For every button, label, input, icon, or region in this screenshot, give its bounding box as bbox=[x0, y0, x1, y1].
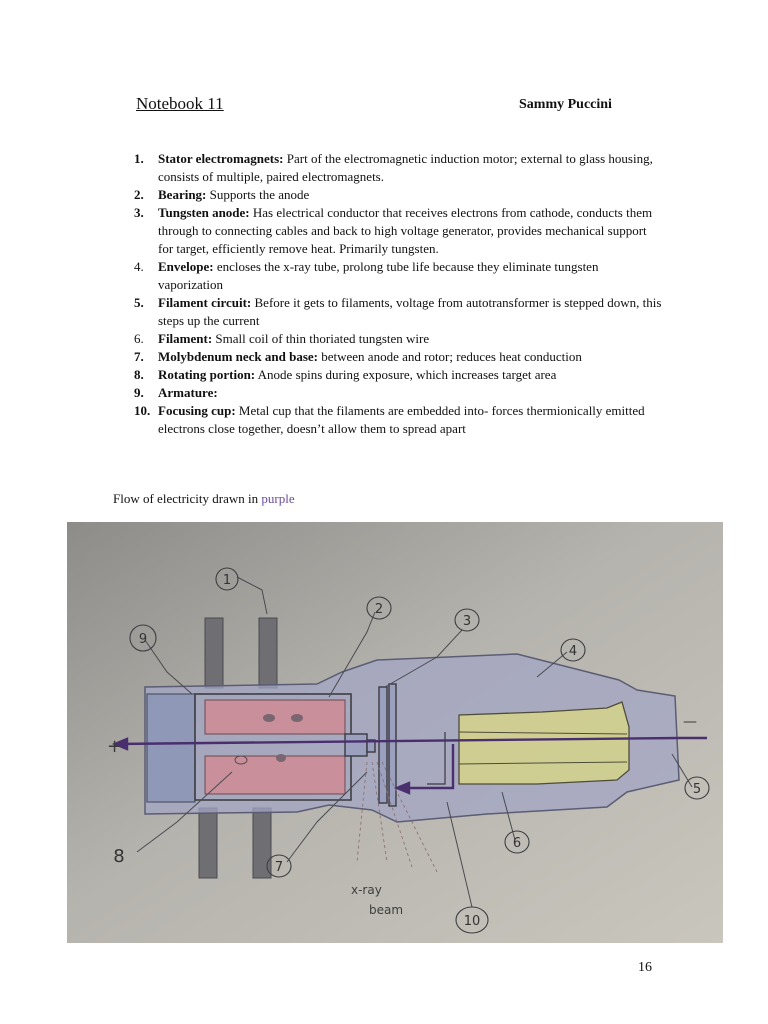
list-item-description: Small coil of thin thoriated tungsten wire bbox=[212, 331, 430, 346]
list-item-term: Focusing cup: bbox=[158, 403, 236, 418]
list-item-number: 4. bbox=[134, 259, 144, 274]
list-item-term: Envelope: bbox=[158, 259, 214, 274]
list-item-number: 7. bbox=[134, 349, 144, 364]
list-item-number: 10. bbox=[134, 403, 151, 418]
diagram-caption bbox=[113, 491, 295, 507]
svg-text:5: 5 bbox=[692, 782, 702, 797]
x-ray-tube-drawing-photo bbox=[67, 522, 723, 943]
list-item bbox=[124, 402, 664, 438]
author-name: Sammy Puccini bbox=[519, 97, 612, 112]
list-item-term: Molybdenum neck and base: bbox=[158, 349, 318, 364]
svg-text:4: 4 bbox=[568, 644, 578, 659]
svg-text:3: 3 bbox=[462, 614, 472, 629]
list-item bbox=[124, 258, 664, 294]
x-ray-tube-drawing bbox=[67, 522, 723, 943]
list-item-term: Armature: bbox=[158, 385, 218, 400]
svg-text:7: 7 bbox=[274, 860, 284, 875]
page-number: 16 bbox=[638, 960, 652, 975]
armature bbox=[147, 694, 195, 802]
list-item-number: 2. bbox=[134, 187, 144, 202]
list-item-description: Has electrical conductor that receives electrons from cathode, conducts them through to connecting cables and back to high voltage generator, provides mechanical support for target, efficiently remove heat. Primarily tungsten. bbox=[158, 205, 653, 256]
x-ray-beam-label-line1: x-ray bbox=[351, 883, 382, 897]
list-item bbox=[124, 330, 664, 348]
anode-plus-sign: + bbox=[107, 736, 123, 757]
list-item-number: 8. bbox=[134, 367, 144, 382]
list-item-description: Supports the anode bbox=[206, 187, 310, 202]
list-item bbox=[124, 186, 664, 204]
svg-text:8: 8 bbox=[113, 846, 125, 867]
svg-text:10: 10 bbox=[463, 914, 481, 929]
list-item bbox=[124, 150, 664, 186]
list-item bbox=[124, 348, 664, 366]
list-item-description: between anode and rotor; reduces heat conduction bbox=[318, 349, 582, 364]
list-item-number: 6. bbox=[134, 331, 144, 346]
svg-text:2: 2 bbox=[374, 602, 384, 617]
x-ray-beam-label-line2: beam bbox=[369, 903, 404, 917]
cathode-minus-sign: — bbox=[683, 714, 697, 730]
list-item-term: Filament: bbox=[158, 331, 213, 346]
svg-text:6: 6 bbox=[512, 836, 522, 851]
caption-accent-word: purple bbox=[261, 491, 295, 506]
list-item-number: 9. bbox=[134, 385, 144, 400]
list-item-description: encloses the x-ray tube, prolong tube life because they eliminate tungsten vaporization bbox=[158, 259, 599, 292]
parts-list bbox=[124, 150, 664, 438]
svg-text:9: 9 bbox=[138, 632, 148, 647]
list-item bbox=[124, 294, 664, 330]
list-item-term: Bearing: bbox=[158, 187, 207, 202]
list-item-description: Metal cup that the filaments are embedded into- forces thermionically emitted electrons close together, doesn’t allow them to spread apart bbox=[158, 403, 645, 436]
list-item-number: 3. bbox=[134, 205, 144, 220]
page-title: Notebook 11 bbox=[136, 94, 224, 113]
svg-text:1: 1 bbox=[222, 573, 232, 588]
list-item-number: 5. bbox=[134, 295, 144, 310]
list-item-description: Before it gets to filaments, voltage from autotransformer is stepped down, this steps up the current bbox=[158, 295, 662, 328]
list-item bbox=[124, 366, 664, 384]
list-item-term: Tungsten anode: bbox=[158, 205, 250, 220]
list-item-number: 1. bbox=[134, 151, 144, 166]
caption-text: Flow of electricity drawn in bbox=[113, 491, 262, 506]
list-item-term: Rotating portion: bbox=[158, 367, 256, 382]
list-item-description: Part of the electromagnetic induction motor; external to glass housing, consists of multiple, paired electromagnets. bbox=[158, 151, 653, 184]
list-item-term: Stator electromagnets: bbox=[158, 151, 284, 166]
list-item-term: Filament circuit: bbox=[158, 295, 252, 310]
list-item bbox=[124, 384, 664, 402]
list-item-description: Anode spins during exposure, which increases target area bbox=[255, 367, 557, 382]
list-item bbox=[124, 204, 664, 258]
label-8 bbox=[113, 846, 124, 867]
